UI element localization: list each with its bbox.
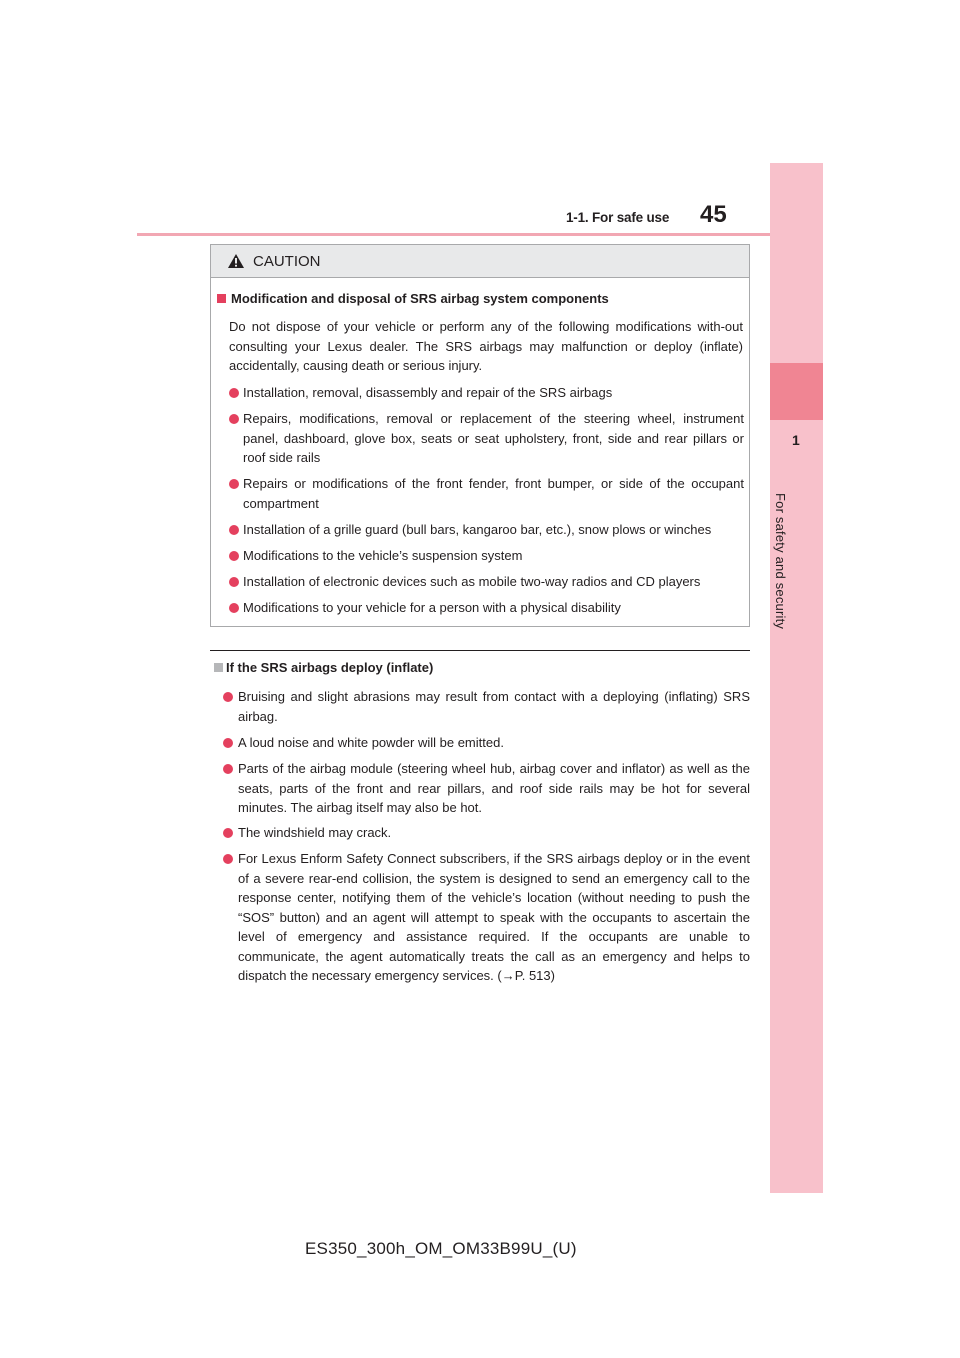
square-bullet-icon <box>217 294 226 303</box>
section-heading <box>214 660 433 675</box>
document-code: ES350_300h_OM_OM33B99U_(U) <box>305 1239 577 1258</box>
caution-item-text: Installation, removal, disassembly and repair of the SRS airbags <box>243 385 613 400</box>
caution-list-item <box>243 598 744 618</box>
bullet-dot-icon <box>229 388 239 398</box>
caution-list-item <box>243 409 744 468</box>
square-bullet-icon <box>214 663 223 672</box>
caution-box <box>210 244 750 627</box>
caution-header <box>211 245 749 278</box>
header-rule <box>137 233 823 236</box>
caution-list-item <box>243 546 744 566</box>
section-item-text: The windshield may crack. <box>238 825 392 840</box>
caution-paragraph: Do not dispose of your vehicle or perform any of the following modifications with-out consulting your Lexus dealer. The SRS airbags may malfunction or deploy (inflate) accidentally, causing death or serious injury. <box>229 319 743 373</box>
caution-list-item <box>243 572 744 592</box>
bullet-dot-icon <box>229 525 239 535</box>
caution-item-text: Modifications to your vehicle for a person with a physical disability <box>243 600 621 615</box>
chapter-number-tab <box>770 363 823 448</box>
caution-list-item <box>243 520 744 540</box>
section-title: 1-1. For safe use <box>566 210 670 225</box>
caution-list-item <box>243 474 744 513</box>
caution-title <box>217 291 609 306</box>
section-list-item <box>238 687 750 726</box>
section-divider <box>210 650 750 651</box>
chapter-label: For safety and security <box>773 493 788 630</box>
section-item-text: Bruising and slight abrasions may result from contact with a deploying (inflating) SRS airbag. <box>238 689 750 724</box>
section-list-item <box>238 849 750 986</box>
caution-item-text: Installation of electronic devices such as mobile two-way radios and CD players <box>243 574 701 589</box>
bullet-dot-icon <box>223 828 233 838</box>
side-tab[interactable] <box>770 163 823 1193</box>
bullet-dot-icon <box>223 854 233 864</box>
section-item-text: A loud noise and white powder will be emitted. <box>238 735 504 750</box>
section-heading-text: If the SRS airbags deploy (inflate) <box>226 660 434 675</box>
section-list-item <box>238 823 750 843</box>
caution-item-text: Installation of a grille guard (bull bars, kangaroo bar, etc.), snow plows or winches <box>243 522 712 537</box>
caution-item-text: Modifications to the vehicle’s suspension system <box>243 548 523 563</box>
warning-triangle-icon <box>227 253 245 269</box>
bullet-dot-icon <box>229 551 239 561</box>
bullet-dot-icon <box>229 414 239 424</box>
section-item-text: For Lexus Enform Safety Connect subscribers, if the SRS airbags deploy or in the event of a severe rear-end collision, the system is designed to send an emergency call to the response center, notifying them of the vehicle’s location (without needing to push the “SOS” button) and an agent will attempt to speak with the occupants to ascertain the level of emergency and assistance required. If the occupants are unable to communicate, the agent automatically treats the call as an emergency and helps to dispatch the necessary emergency services. (→P. 513) <box>238 851 750 983</box>
section-list-item <box>238 759 750 818</box>
bullet-dot-icon <box>223 692 233 702</box>
page-number: 45 <box>700 201 727 228</box>
caution-title-text: Modification and disposal of SRS airbag system components <box>231 291 609 306</box>
chapter-number: 1 <box>792 432 800 448</box>
caution-item-text: Repairs, modifications, removal or replacement of the steering wheel, instrument panel, dashboard, glove box, seats or seat upholstery, front, side and rear pillars or roof side rails <box>243 411 744 465</box>
caution-item-text: Repairs or modifications of the front fender, front bumper, or side of the occupant compartment <box>243 476 744 511</box>
caution-label: CAUTION <box>253 253 321 270</box>
bullet-dot-icon <box>229 577 239 587</box>
bullet-dot-icon <box>223 738 233 748</box>
section-list-item <box>238 733 750 753</box>
caution-list-item <box>243 383 744 403</box>
bullet-dot-icon <box>229 479 239 489</box>
section-item-text: Parts of the airbag module (steering wheel hub, airbag cover and inflator) as well as the seats, parts of the front and rear pillars, and roof side rails may be hot for several minutes. The airbag itself may also be hot. <box>238 761 750 815</box>
bullet-dot-icon <box>223 764 233 774</box>
bullet-dot-icon <box>229 603 239 613</box>
